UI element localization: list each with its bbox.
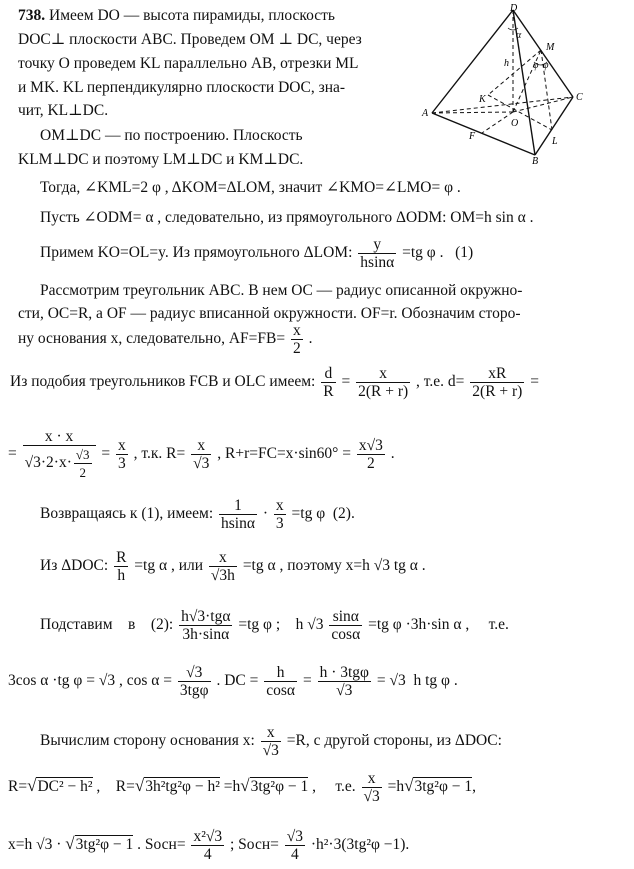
fraction-x-sqrt3d	[362, 770, 382, 805]
fraction-x2sqrt3-4	[191, 828, 224, 863]
problem-line-1	[18, 6, 335, 25]
math-line-10	[8, 664, 458, 699]
math-line-12	[8, 770, 476, 805]
math-line-2: Пусть ∠ODM= α , следовательно, из прямоугольного ΔODM: OM=h sin α .	[40, 209, 534, 226]
label-L: L	[552, 136, 558, 147]
fraction-x-3b	[274, 497, 286, 532]
math-line-1: Тогда, ∠KML=2 φ , ΔKOM=ΔLOM, значит ∠KMO=∠LMO= φ .	[40, 179, 461, 196]
den: R	[323, 383, 334, 400]
fraction-x-2	[291, 322, 303, 357]
text-5a: Из подобия треугольников FCB и OLC имеем:	[10, 373, 316, 391]
para2-line-1: OM⊥DC — по построению. Плоскость	[40, 127, 303, 144]
edge-DC	[513, 10, 573, 97]
math-line-3	[40, 236, 473, 271]
fraction-sqrt3-4	[285, 828, 305, 863]
text-3b: =tg φ . (1)	[402, 244, 474, 262]
edge-DA	[432, 10, 513, 113]
label-alpha: α	[516, 30, 522, 41]
num: √3	[286, 828, 303, 845]
fraction-x-2Rr	[356, 365, 410, 400]
label-K: K	[479, 94, 486, 105]
text-9a: Подставим в (2):	[40, 616, 174, 634]
fraction-R-h	[114, 549, 128, 584]
text-8c: =tg α , поэтому x=h √3 tg α .	[242, 557, 426, 575]
fraction-x-sqrt3	[191, 437, 211, 472]
den: 3h·sinα	[182, 626, 230, 643]
den: 2	[367, 455, 375, 472]
num: x	[356, 365, 410, 383]
fraction-1-hsin	[219, 497, 257, 532]
math-line-13	[8, 828, 409, 863]
den: √3	[193, 455, 210, 472]
text-4a: ну основания x, следовательно, AF=FB=	[18, 330, 286, 348]
edge-AB	[432, 113, 535, 155]
text-12c: =h	[223, 778, 241, 796]
text-11b: =R, с другой стороны, из ΔDOC:	[286, 732, 502, 750]
num: x	[191, 437, 211, 455]
den: √3	[262, 742, 279, 759]
para3-line-1: Рассмотрим треугольник ABC. В нем OC — радиус описанной окружно-	[40, 282, 523, 299]
text-13c: ; Sосн=	[230, 836, 279, 854]
label-B: B	[532, 156, 539, 167]
den: 2(R + r)	[472, 383, 523, 400]
segment-OF	[482, 112, 513, 133]
num: x	[118, 437, 126, 454]
num: x · x	[23, 428, 96, 446]
den: 2	[292, 340, 301, 357]
text-12a: R=	[8, 778, 28, 796]
fraction-xR-2Rr	[470, 365, 524, 400]
fraction-h3tg-sqrt3	[318, 664, 371, 699]
num: √3	[178, 664, 211, 682]
den: 2(R + r)	[358, 383, 409, 400]
dot: ·	[262, 505, 269, 523]
sqrt-sign: √	[134, 776, 145, 796]
problem-line-4: и MK. KL перпендикулярно плоскости DOC, зна-	[18, 79, 346, 96]
text-5b: , т.е. d=	[416, 373, 465, 391]
fraction-sin-cos	[329, 608, 362, 643]
label-A: A	[422, 108, 429, 119]
text-6d: .	[390, 445, 395, 463]
num: d	[321, 365, 335, 383]
label-O: O	[511, 118, 519, 129]
problem-number: 738.	[18, 7, 46, 24]
fraction-x-3	[116, 437, 128, 472]
den: 4	[290, 846, 299, 863]
num: h	[264, 664, 297, 682]
math-line-11	[40, 724, 502, 759]
sqrt-sign: √	[404, 776, 414, 796]
text-10a: 3cos α ·tg φ = √3 , cos α =	[8, 672, 172, 690]
label-C: C	[576, 92, 583, 103]
den: cosα	[331, 626, 361, 643]
text-5c: =	[530, 373, 539, 391]
num: x√3	[358, 437, 383, 454]
fraction-d-R	[321, 365, 335, 400]
den: 2	[79, 465, 86, 480]
num: x	[292, 322, 301, 339]
text-8b: =tg α , или	[134, 557, 204, 575]
math-line-5	[10, 365, 539, 400]
text-13d: ·h²·3(3tg²φ −1).	[310, 836, 410, 854]
text-12f: ,	[472, 778, 476, 796]
problem-text-1: Имеем DO — высота пирамиды, плоскость	[49, 7, 335, 24]
num: R	[116, 549, 127, 566]
num: x	[275, 497, 284, 514]
label-phi-2: φ	[543, 60, 549, 71]
para2-line-2: KLM⊥DC и поэтому LM⊥DC и KM⊥DC.	[18, 151, 304, 168]
text-13a: x=h √3 ·	[8, 836, 62, 854]
edge-AC	[432, 97, 573, 113]
den: cosα	[266, 682, 296, 699]
label-M: M	[546, 42, 555, 53]
num: x²√3	[193, 828, 223, 845]
eq: =	[341, 373, 351, 391]
text-12d: , т.е.	[312, 778, 356, 796]
den: h	[117, 567, 126, 584]
sqrt-sign: √	[65, 834, 75, 854]
problem-line-5: чит, KL⊥DC.	[18, 102, 109, 119]
text-8a: Из ΔDOC:	[40, 557, 109, 575]
den: √3h	[210, 567, 235, 584]
math-line-8	[40, 549, 426, 584]
text-12e: =h	[387, 778, 405, 796]
sqrt-5: 3tg²φ − 1	[75, 836, 134, 854]
fraction-sqrt3-3tg	[178, 664, 211, 699]
text-3a: Примем KO=OL=y. Из прямоугольного ΔLOM:	[40, 244, 353, 262]
fraction-y-hsin	[358, 236, 396, 271]
fraction-xx	[23, 428, 96, 481]
label-h: h	[504, 58, 509, 69]
fraction-x-sqrt3c	[261, 724, 281, 759]
den: hsinα	[360, 254, 395, 271]
label-F: F	[469, 131, 476, 142]
den: 3	[275, 515, 284, 532]
math-line-6	[8, 428, 395, 481]
fraction-h-cos	[264, 664, 297, 699]
inner-fraction	[74, 446, 92, 481]
text-12b: , R=	[96, 778, 135, 796]
sqrt-sign: √	[27, 776, 37, 796]
text-9c: =tg φ ·3h·sin α , т.е.	[368, 616, 509, 634]
text-7b: =tg φ (2).	[291, 505, 355, 523]
segment-AO	[432, 112, 513, 113]
text-10b: . DC =	[216, 672, 259, 690]
num: xR	[470, 365, 524, 383]
sqrt-1: DC² − h²	[37, 778, 93, 796]
math-line-4	[18, 322, 312, 357]
segment-MK	[488, 50, 541, 95]
num: h · 3tgφ	[319, 664, 369, 681]
num: 1	[219, 497, 257, 515]
sqrt-sign: √	[240, 776, 250, 796]
para3-line-2: сти, OC=R, а OF — радиус вписанной окружности. OF=r. Обозначим сторо-	[18, 305, 521, 322]
num: sinα	[329, 608, 362, 626]
den: √3	[336, 682, 353, 699]
text-4b: .	[308, 330, 313, 348]
text-13b: . Sосн=	[137, 836, 186, 854]
label-D: D	[510, 3, 518, 14]
den: 3	[118, 455, 126, 472]
text-9b: =tg φ ; h √3	[238, 616, 324, 634]
den: √3	[363, 788, 380, 805]
text-11a: Вычислим сторону основания x:	[40, 732, 255, 750]
label-phi-1: φ	[533, 60, 539, 71]
text-6b: , т.к. R=	[133, 445, 186, 463]
num: x	[209, 549, 237, 567]
num: x	[362, 770, 382, 788]
problem-line-3: точку O проведем KL параллельно AB, отрезки ML	[18, 55, 359, 72]
num: x	[261, 724, 281, 742]
problem-line-2: DOC⊥ плоскости ABC. Проведем OM ⊥ DC, через	[18, 31, 362, 48]
math-line-9	[40, 608, 509, 643]
fraction-xsqrt3-2	[357, 437, 385, 472]
den-text: √3·2·x·	[24, 454, 72, 472]
pyramid-figure	[420, 0, 595, 170]
fraction-x-sqrt3h	[209, 549, 237, 584]
sqrt-2: 3h²tg²φ − h²	[145, 778, 220, 796]
den: hsinα	[221, 515, 255, 532]
text-10c: = √3 h tg φ .	[376, 672, 458, 690]
text-6c: , R+r=FC=x·sin60° =	[217, 445, 351, 463]
text-6a: =	[8, 445, 17, 463]
text-7a: Возвращаясь к (1), имеем:	[40, 505, 214, 523]
sqrt-3: 3tg²φ − 1	[250, 778, 309, 796]
den	[23, 446, 96, 481]
num: y	[358, 236, 396, 254]
sqrt-4: 3tg²φ − 1	[414, 778, 473, 796]
den: 4	[203, 846, 212, 863]
num: √3	[75, 447, 90, 462]
fraction-hsqrt3tg	[179, 608, 232, 643]
eq: =	[302, 672, 312, 690]
math-line-7	[40, 497, 355, 532]
num: h√3·tgα	[181, 608, 231, 625]
den: 3tgφ	[179, 682, 209, 699]
eq: =	[101, 445, 111, 463]
